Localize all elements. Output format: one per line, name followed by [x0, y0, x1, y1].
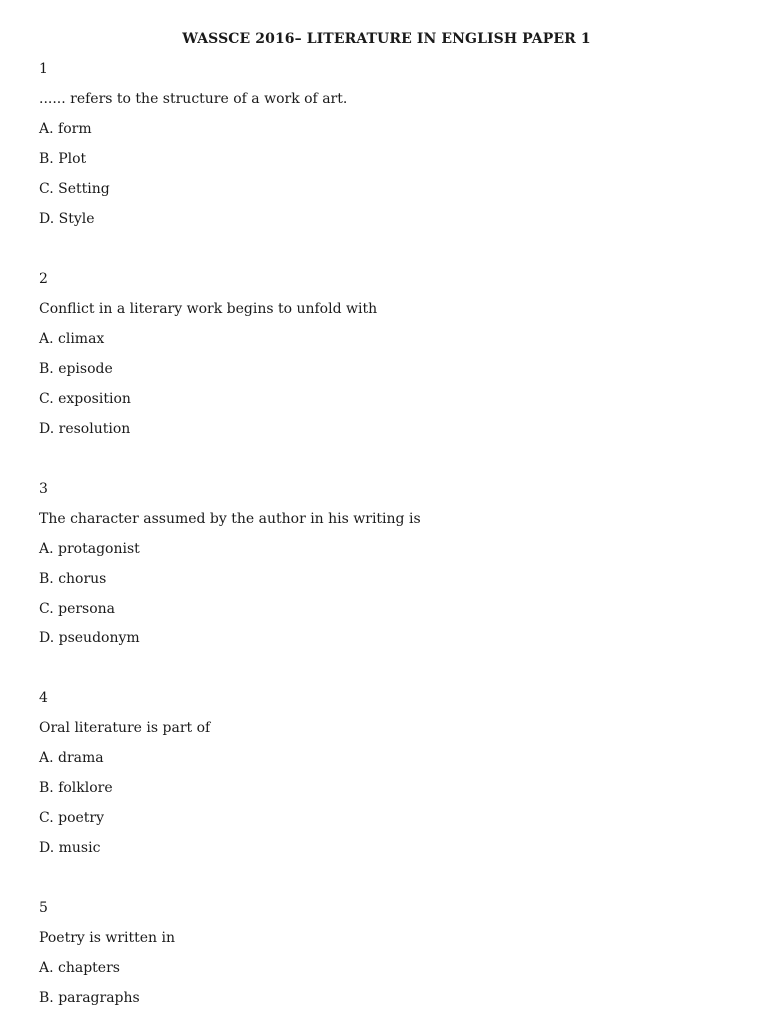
option-c: C. persona [39, 601, 116, 617]
option-a: A. climax [39, 331, 105, 347]
option-c: C. Setting [39, 181, 110, 197]
option-a: A. chapters [39, 960, 120, 976]
document-title: WASSCE 2016– LITERATURE IN ENGLISH PAPER 1 [182, 31, 591, 47]
option-a: A. drama [39, 750, 104, 766]
question-number: 5 [39, 900, 48, 916]
question-number: 1 [39, 61, 48, 77]
question-text: Oral literature is part of [39, 720, 211, 736]
option-c: C. exposition [39, 391, 131, 407]
question-number: 3 [39, 481, 48, 497]
option-b: B. Plot [39, 151, 87, 167]
option-c: C. poetry [39, 810, 105, 826]
option-a: A. form [39, 121, 92, 137]
question-text: ...... refers to the structure of a work of art. [39, 91, 348, 107]
option-b: B. folklore [39, 780, 113, 796]
option-a: A. protagonist [39, 541, 140, 557]
option-d: D. music [39, 840, 101, 856]
question-number: 2 [39, 271, 48, 287]
option-d: D. Style [39, 211, 95, 227]
option-b: B. paragraphs [39, 990, 140, 1006]
option-b: B. chorus [39, 571, 107, 587]
option-d: D. resolution [39, 421, 131, 437]
question-text: Conflict in a literary work begins to unfold with [39, 301, 378, 317]
option-d: D. pseudonym [39, 630, 140, 646]
question-text: Poetry is written in [39, 930, 176, 946]
option-b: B. episode [39, 361, 113, 377]
question-number: 4 [39, 690, 48, 706]
question-text: The character assumed by the author in his writing is [39, 511, 421, 527]
